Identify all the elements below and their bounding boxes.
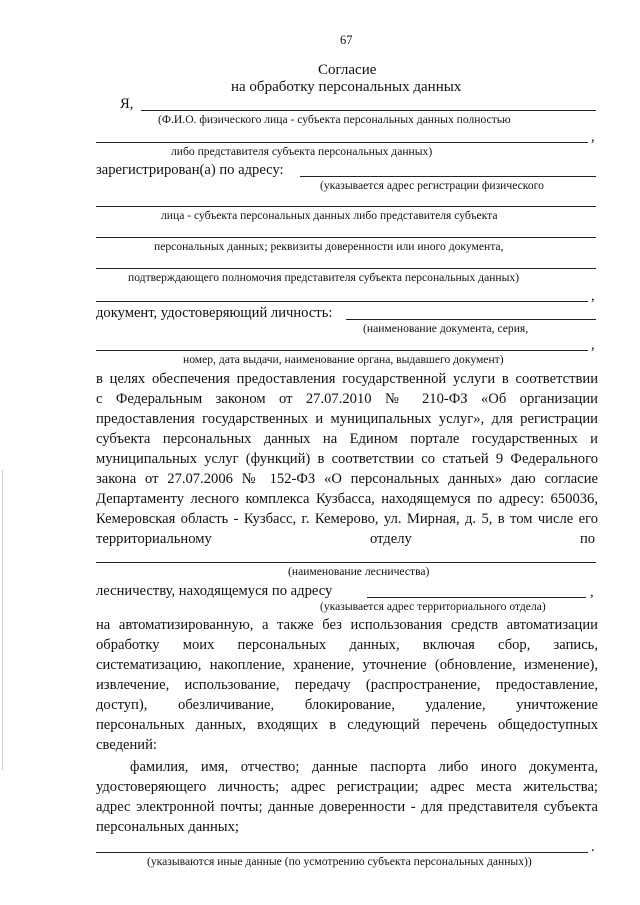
forestry-input-line[interactable] (96, 562, 596, 563)
data-list-line-2: удостоверяющего личность; адрес регистрации; адрес места жительства; (96, 779, 598, 795)
other-data-hint: (указываются иные данные (по усмотрению субъекта персональных данных)) (147, 855, 532, 868)
registration-label: зарегистрирован(а) по адресу: (96, 162, 284, 178)
registration-hint-3: персональных данных; реквизиты доверенности или иного документа, (154, 240, 504, 253)
processing-line-5: доступ), обезличивание, блокирование, удаление, уничтожение (96, 697, 598, 713)
registration-hint-4: подтверждающего полномочия представителя субъекта персональных данных) (128, 271, 520, 284)
page-number: 67 (340, 33, 353, 47)
data-list-line-3: адрес электронной почты; данные доверенности - для представителя субъекта (96, 799, 598, 815)
fio-hint-1: (Ф.И.О. физического лица - субъекта персональных данных полностью (158, 113, 511, 126)
processing-line-4: извлечение, использование, передачу (распространение, предоставление, (96, 677, 598, 693)
document-comma: , (591, 337, 595, 353)
purpose-line-6: закона от 27.07.2006 № 152-ФЗ «О персональных данных» даю согласие (96, 471, 598, 487)
fio-input-line-2[interactable] (96, 142, 588, 143)
purpose-word-territorial: территориальному (96, 531, 212, 547)
purpose-word-po: по (580, 531, 596, 547)
data-list-last-line: персональных данных; (96, 819, 239, 835)
forestry-comma: , (590, 584, 594, 600)
processing-last-line: сведений: (96, 737, 157, 753)
document-input-line-2[interactable] (96, 350, 588, 351)
processing-line-2: обработку моих персональных данных, включая сбор, запись, (96, 637, 598, 653)
document-hint-2: номер, дата выдачи, наименование органа, выдавшего документ) (183, 353, 504, 366)
purpose-line-8: Кемеровская область - Кузбасс, г. Кемерово, ул. Мирная, д. 5, в том числе его (96, 511, 598, 527)
registration-hint-2: лица - субъекта персональных данных либо представителя субъекта (161, 209, 498, 222)
fio-input-line[interactable] (141, 110, 596, 111)
title-line-1: Согласие (318, 62, 377, 78)
registration-hint-1: (указывается адрес регистрации физического (320, 179, 544, 192)
document-hint-1: (наименование документа, серия, (363, 322, 529, 335)
purpose-line-2: с Федеральным законом от 27.07.2010 № 210-ФЗ «Об организации (96, 391, 598, 407)
fio-hint-2: либо представителя субъекта персональных данных) (171, 145, 433, 158)
registration-input-line[interactable] (300, 176, 596, 177)
title-line-2: на обработку персональных данных (231, 79, 462, 95)
processing-line-1: на автоматизированную, а также без использования средств автоматизации (96, 617, 598, 633)
purpose-line-3: предоставления государственных и муниципальных услуг», для регистрации (96, 411, 598, 427)
document-input-line[interactable] (346, 319, 596, 320)
document-label: документ, удостоверяющий личность: (96, 305, 333, 321)
other-data-input-line[interactable] (96, 852, 588, 853)
purpose-line-1: в целях обеспечения предоставления государственной услуги в соответствии (96, 371, 598, 387)
registration-input-line-2[interactable] (96, 206, 596, 207)
i-label: Я, (120, 96, 134, 112)
registration-input-line-4[interactable] (96, 268, 596, 269)
processing-line-3: систематизацию, накопление, хранение, уточнение (обновление, изменение), (96, 657, 598, 673)
purpose-line-5: муниципальных услуг (функций) в соответствии со статьей 9 Федерального (96, 451, 598, 467)
forestry-label: лесничеству, находящемуся по адресу (96, 583, 333, 599)
purpose-line-7: Департаменту лесного комплекса Кузбасса, находящемуся по адресу: 650036, (96, 491, 598, 507)
forestry-address-input-line[interactable] (367, 597, 586, 598)
scan-edge (2, 470, 3, 770)
other-data-period: . (591, 839, 595, 855)
processing-line-6: персональных данных, входящих в следующий перечень общедоступных (96, 717, 598, 733)
purpose-line-4: субъекта персональных данных на Едином портале государственных и (96, 431, 598, 447)
registration-input-line-5[interactable] (96, 301, 588, 302)
forestry-address-hint: (указывается адрес территориального отдела) (320, 600, 546, 613)
forestry-hint: (наименование лесничества) (288, 565, 430, 578)
fio-comma: , (591, 129, 595, 145)
data-list-line-1: фамилия, имя, отчество; данные паспорта либо иного документа, (130, 759, 598, 775)
purpose-word-department: отделу (370, 531, 412, 547)
registration-comma: , (591, 288, 595, 304)
registration-input-line-3[interactable] (96, 237, 596, 238)
